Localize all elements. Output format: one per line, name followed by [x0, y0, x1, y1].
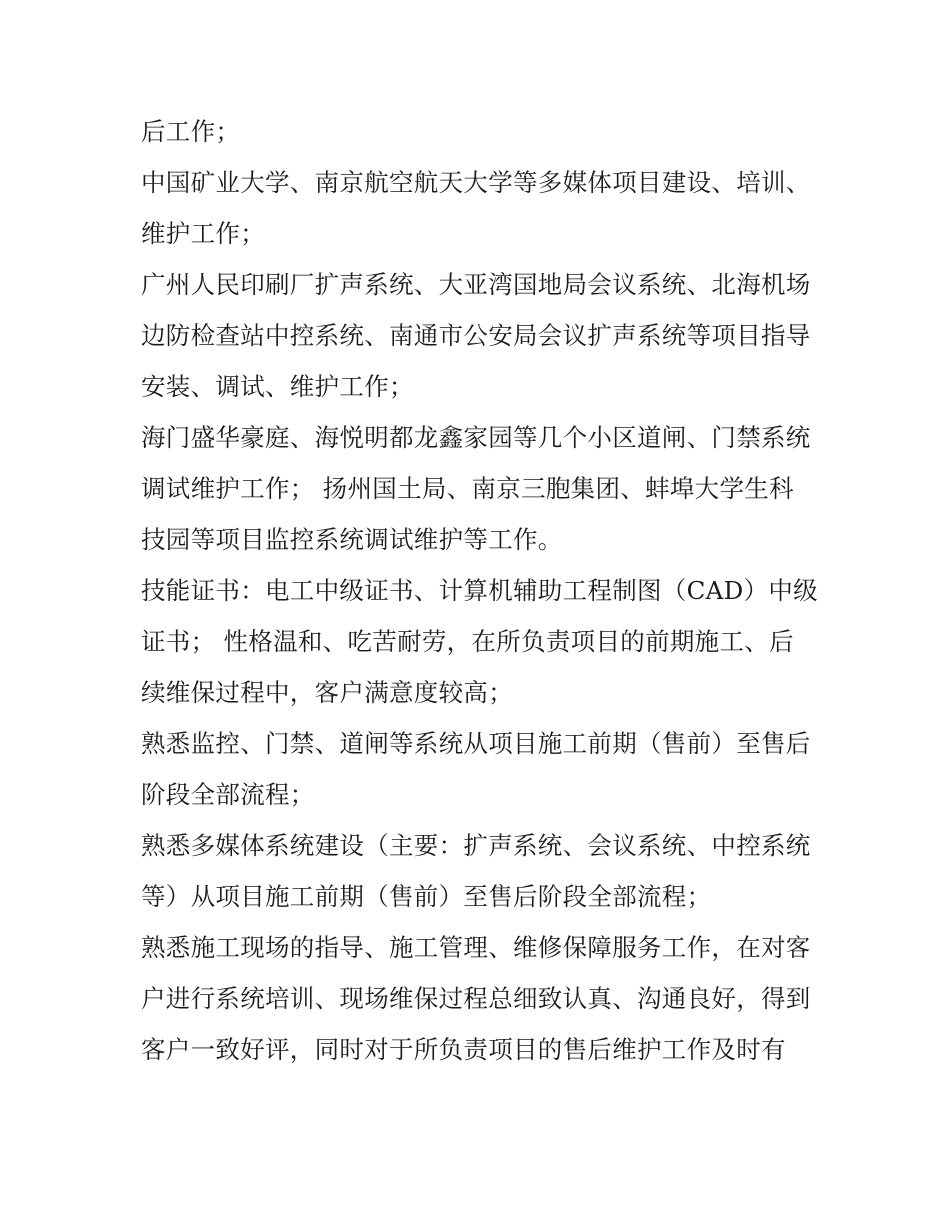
text-line: 熟悉监控、门禁、道闸等系统从项目施工前期（售前）至售后 — [141, 729, 811, 758]
text-line: 熟悉施工现场的指导、施工管理、维修保障服务工作，在对客 — [141, 933, 811, 962]
text-line: 中国矿业大学、南京航空航天大学等多媒体项目建设、培训、 — [141, 168, 811, 197]
text-line: 技园等项目监控系统调试维护等工作。 — [141, 525, 563, 554]
text-line: 等）从项目施工前期（售前）至售后阶段全部流程； — [141, 882, 712, 911]
text-line: 熟悉多媒体系统建设（主要：扩声系统、会议系统、中控系统 — [141, 831, 811, 860]
text-line: 证书； 性格温和、吃苦耐劳，在所负责项目的前期施工、后 — [141, 627, 794, 656]
text-line: 后工作； — [141, 117, 241, 146]
text-line: 海门盛华豪庭、海悦明都龙鑫家园等几个小区道闸、门禁系统 — [141, 423, 811, 452]
text-line: 户进行系统培训、现场维保过程总细致认真、沟通良好，得到 — [141, 984, 811, 1013]
text-line: 广州人民印刷厂扩声系统、大亚湾国地局会议系统、北海机场 — [141, 270, 811, 299]
text-line: 阶段全部流程； — [141, 780, 315, 809]
text-line: 客户一致好评，同时对于所负责项目的售后维护工作及时有 — [141, 1035, 786, 1064]
text-line: 安装、调试、维护工作； — [141, 372, 414, 401]
document-body — [141, 106, 821, 1075]
text-line: 维护工作； — [141, 219, 265, 248]
text-line: 技能证书：电工中级证书、计算机辅助工程制图（CAD）中级 — [141, 576, 818, 605]
text-line: 续维保过程中，客户满意度较高； — [141, 678, 513, 707]
text-line: 边防检查站中控系统、南通市公安局会议扩声系统等项目指导 — [141, 321, 811, 350]
text-line: 调试维护工作； 扬州国土局、南京三胞集团、蚌埠大学生科 — [141, 474, 794, 503]
